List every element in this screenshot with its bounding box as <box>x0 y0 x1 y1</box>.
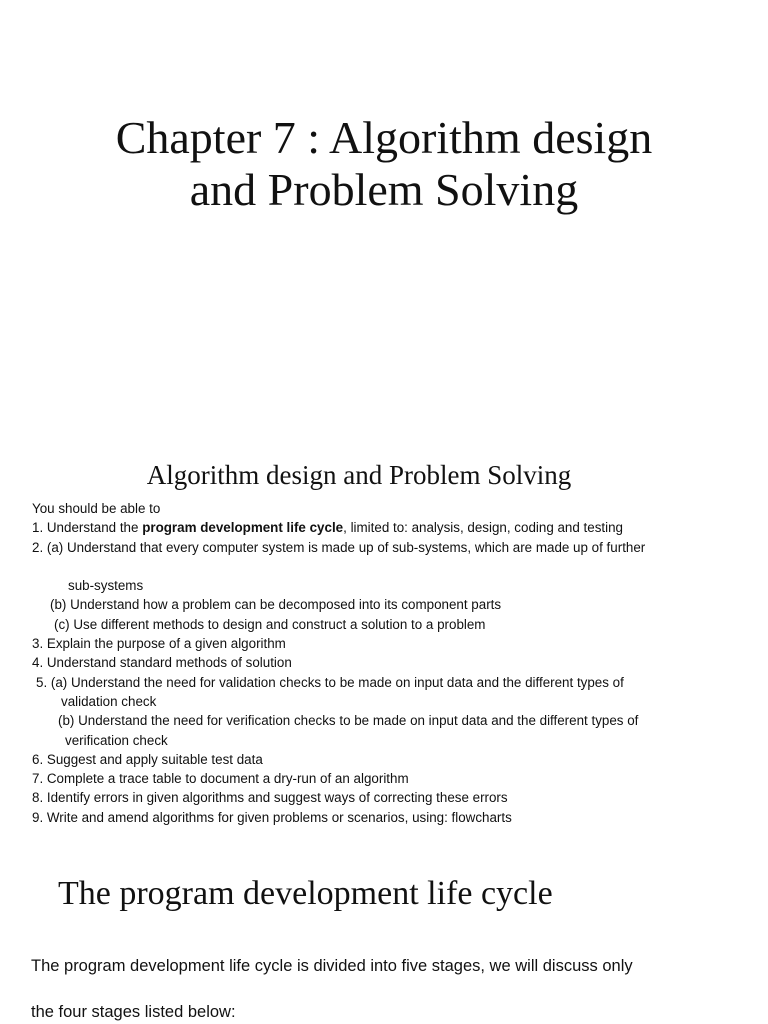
objective-item-1 <box>32 518 762 537</box>
section-heading: Algorithm design and Problem Solving <box>146 460 572 490</box>
objective-item-2b: (b) Understand how a problem can be decomposed into its component parts <box>50 597 502 613</box>
page-title-line-2: and Problem Solving <box>189 164 579 215</box>
page-title-line-1: Chapter 7 : Algorithm design <box>115 112 653 163</box>
objective-1-prefix: 1. Understand the <box>32 520 143 536</box>
objective-item-4: 4. Understand standard methods of solution <box>32 655 292 671</box>
pdlc-paragraph-line-2: the four stages listed below: <box>31 1003 236 1021</box>
objective-1-bold-term: program development life cycle <box>142 520 344 536</box>
objective-item-5b-continued: verification check <box>65 732 168 748</box>
pdlc-paragraph-line-1: The program development life cycle is divided into five stages, we will discuss only <box>31 957 633 975</box>
objective-item-6: 6. Suggest and apply suitable test data <box>32 751 263 767</box>
objectives-intro: You should be able to <box>32 501 161 516</box>
objective-item-5a-continued: validation check <box>61 693 157 709</box>
objective-item-5b: (b) Understand the need for verification checks to be made on input data and the different types of <box>58 713 639 729</box>
page-title <box>0 112 768 216</box>
objective-item-7: 7. Complete a trace table to document a dry-run of an algorithm <box>32 771 409 787</box>
learning-objectives-list <box>32 499 762 827</box>
objective-item-8: 8. Identify errors in given algorithms and suggest ways of correcting these errors <box>32 790 508 806</box>
objective-item-2c: (c) Use different methods to design and construct a solution to a problem <box>54 616 486 632</box>
objective-item-2a: 2. (a) Understand that every computer system is made up of sub-systems, which are made up of further <box>32 539 646 555</box>
pdlc-heading: The program development life cycle <box>58 875 553 912</box>
objective-item-2a-continued: sub-systems <box>68 578 144 594</box>
blank-line <box>32 557 762 576</box>
objective-item-3: 3. Explain the purpose of a given algorithm <box>32 636 286 652</box>
objective-item-5a: 5. (a) Understand the need for validation checks to be made on input data and the different types of <box>36 674 624 690</box>
objective-1-suffix: , limited to: analysis, design, coding and testing <box>343 520 624 536</box>
objective-item-9: 9. Write and amend algorithms for given problems or scenarios, using: flowcharts <box>32 809 512 825</box>
